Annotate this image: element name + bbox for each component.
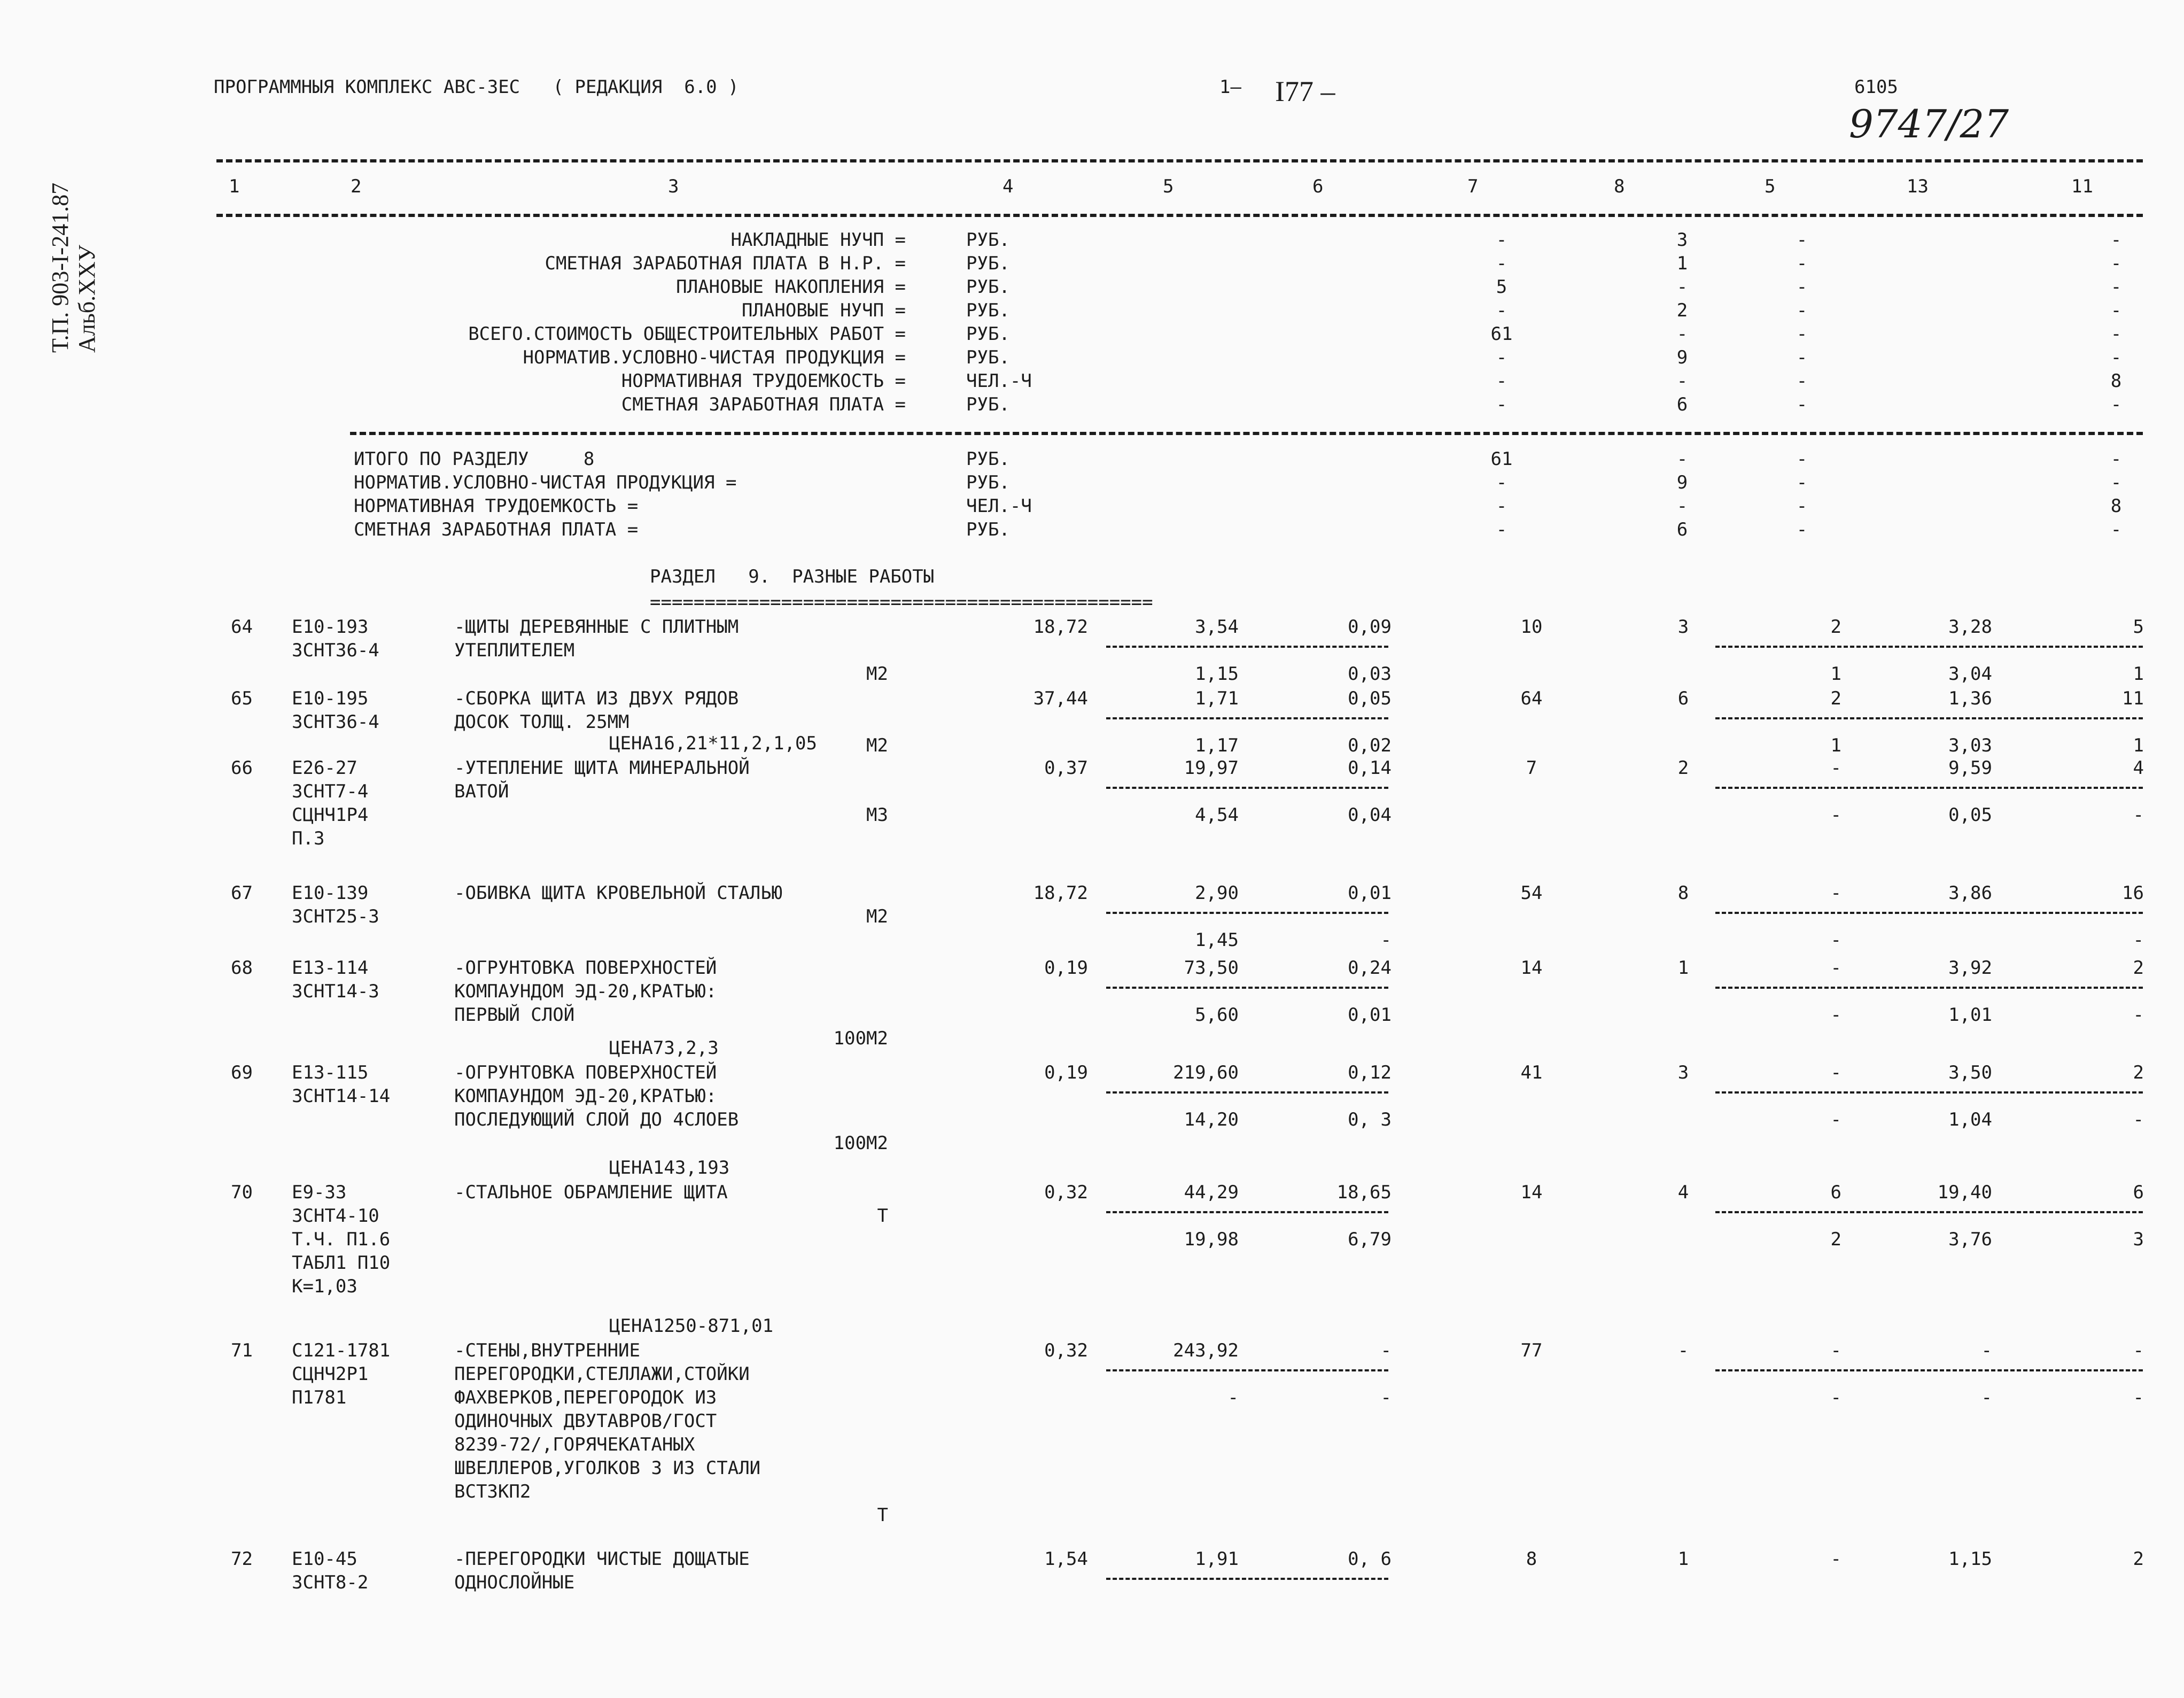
- summary-col8: -: [1676, 370, 1688, 392]
- col-header-11: 11: [2071, 176, 2093, 197]
- item-col10-second: 3,03: [1948, 735, 1992, 756]
- total-col8: -: [1676, 448, 1688, 470]
- summary-col11: -: [2110, 394, 2122, 415]
- item-code: Е9-33: [292, 1182, 347, 1203]
- item-unit: М2: [866, 663, 888, 685]
- item-description: -ПЕРЕГОРОДКИ ЧИСТЫЕ ДОЩАТЫЕ: [454, 1548, 750, 1570]
- price-formula: ЦЕНА73,2,3: [609, 1037, 719, 1059]
- item-col10: 3,28: [1948, 616, 1992, 638]
- col-header-5: 5: [1163, 176, 1174, 197]
- col-header-3: 3: [668, 176, 679, 197]
- total-col8: 6: [1676, 519, 1688, 540]
- item-code: ЗСНТ36-4: [292, 711, 379, 733]
- summary-unit: РУБ.: [966, 276, 1010, 298]
- item-col8: 6: [1677, 688, 1689, 709]
- item-unit: 100М2: [833, 1133, 888, 1154]
- section-title: РАЗДЕЛ 9. РАЗНЫЕ РАБОТЫ: [650, 566, 935, 587]
- item-quantity: 0,19: [1044, 1062, 1088, 1083]
- item-col9: 6: [1830, 1182, 1841, 1203]
- item-quantity: 0,19: [1044, 957, 1088, 979]
- item-col9-second: -: [1830, 1387, 1841, 1408]
- item-description: ШВЕЛЛЕРОВ,УГОЛКОВ 3 ИЗ СТАЛИ: [454, 1457, 761, 1479]
- total-unit: ЧЕЛ.-Ч: [966, 495, 1032, 517]
- item-unit: М2: [866, 906, 888, 927]
- item-code: П.3: [292, 828, 325, 849]
- item-description: -ОБИВКА ЩИТА КРОВЕЛЬНОЙ СТАЛЬЮ: [454, 882, 783, 904]
- summary-separator: [350, 432, 2143, 435]
- item-unit: Т: [877, 1505, 888, 1526]
- summary-unit: РУБ.: [966, 229, 1010, 251]
- item-col9-second: 1: [1830, 663, 1841, 685]
- item-rule-right: [1715, 987, 2143, 989]
- item-code: ЗСНТ36-4: [292, 640, 379, 661]
- item-col8: 3: [1677, 1062, 1689, 1083]
- summary-col11: -: [2110, 347, 2122, 368]
- item-col5: 73,50: [1184, 957, 1239, 979]
- item-col6: 0,12: [1348, 1062, 1392, 1083]
- item-col10-second: 3,76: [1948, 1229, 1992, 1250]
- item-code: Е26-27: [292, 757, 357, 779]
- item-col7: 14: [1520, 1182, 1543, 1203]
- item-rule-right: [1715, 646, 2143, 648]
- item-rule-right: [1715, 787, 2143, 789]
- item-col6: 0,24: [1348, 957, 1392, 979]
- item-col10-second: -: [1981, 1387, 1992, 1408]
- item-col9-second: 2: [1830, 1229, 1841, 1250]
- item-col11-second: 1: [2133, 663, 2144, 685]
- col-header-2: 2: [351, 176, 362, 197]
- item-number: 69: [231, 1062, 253, 1083]
- item-col5: 2,90: [1195, 882, 1239, 904]
- item-col6-second: -: [1380, 1387, 1392, 1408]
- item-col11: 5: [2133, 616, 2144, 638]
- total-unit: РУБ.: [966, 472, 1010, 493]
- item-col11-second: -: [2133, 1387, 2144, 1408]
- item-col10-second: 1,04: [1948, 1109, 1992, 1130]
- item-description: ОДНОСЛОЙНЫЕ: [454, 1572, 575, 1593]
- item-col6: 0,14: [1348, 757, 1392, 779]
- item-rule-right: [1715, 912, 2143, 914]
- item-col11: 2: [2133, 1062, 2144, 1083]
- summary-col7: -: [1496, 253, 1507, 274]
- item-number: 66: [231, 757, 253, 779]
- summary-col7: -: [1496, 300, 1507, 321]
- item-col8: 8: [1677, 882, 1689, 904]
- item-col5-second: 1,17: [1195, 735, 1239, 756]
- item-description: ПОСЛЕДУЮЩИЙ СЛОЙ ДО 4СЛОЕВ: [454, 1109, 739, 1130]
- summary-unit: РУБ.: [966, 300, 1010, 321]
- summary-label: СМЕТНАЯ ЗАРАБОТНАЯ ПЛАТА =: [621, 394, 906, 415]
- item-col6: 0,09: [1348, 616, 1392, 638]
- total-col7: 61: [1490, 448, 1513, 470]
- total-col9: -: [1796, 472, 1808, 493]
- item-code: Е10-45: [292, 1548, 357, 1570]
- summary-label: НАКЛАДНЫЕ НУЧП =: [730, 229, 906, 251]
- item-col6: 0,01: [1348, 882, 1392, 904]
- col-header-8: 8: [1614, 176, 1625, 197]
- code-top: 6105: [1854, 76, 1898, 98]
- total-col7: -: [1496, 519, 1507, 540]
- total-label: НОРМАТИВНАЯ ТРУДОЕМКОСТЬ =: [354, 495, 639, 517]
- item-col5: 19,97: [1184, 757, 1239, 779]
- item-quantity: 18,72: [1033, 882, 1088, 904]
- summary-unit: РУБ.: [966, 394, 1010, 415]
- total-unit: РУБ.: [966, 448, 1010, 470]
- item-rule-right: [1715, 1369, 2143, 1371]
- item-number: 65: [231, 688, 253, 709]
- total-label: СМЕТНАЯ ЗАРАБОТНАЯ ПЛАТА =: [354, 519, 639, 540]
- item-code: Е10-193: [292, 616, 369, 638]
- summary-col9: -: [1796, 370, 1808, 392]
- item-col6-second: 6,79: [1348, 1229, 1392, 1250]
- summary-col11: -: [2110, 229, 2122, 251]
- item-col5: 243,92: [1173, 1340, 1239, 1361]
- total-col9: -: [1796, 519, 1808, 540]
- page-number: I77 –: [1275, 75, 1335, 107]
- summary-label: ПЛАНОВЫЕ НАКОПЛЕНИЯ =: [676, 276, 906, 298]
- summary-col8: -: [1676, 323, 1688, 345]
- item-col9: 2: [1830, 616, 1841, 638]
- item-code: СЦНЧ2Р1: [292, 1363, 369, 1385]
- summary-col7: 61: [1490, 323, 1513, 345]
- item-col10: 3,86: [1948, 882, 1992, 904]
- summary-label: СМЕТНАЯ ЗАРАБОТНАЯ ПЛАТА В Н.Р. =: [545, 253, 906, 274]
- item-col10-second: 1,01: [1948, 1004, 1992, 1026]
- item-unit: М2: [866, 735, 888, 756]
- item-code: ЗСНТ25-3: [292, 906, 379, 927]
- item-col7: 7: [1526, 757, 1537, 779]
- total-col8: -: [1676, 495, 1688, 517]
- item-col8: 3: [1677, 616, 1689, 638]
- item-col8: 1: [1677, 957, 1689, 979]
- summary-col11: -: [2110, 300, 2122, 321]
- item-col6: 18,65: [1336, 1182, 1392, 1203]
- item-col5: 1,91: [1195, 1548, 1239, 1570]
- item-col10: 1,36: [1948, 688, 1992, 709]
- total-label: ИТОГО ПО РАЗДЕЛУ 8: [354, 448, 595, 470]
- item-col7: 54: [1520, 882, 1543, 904]
- item-description: КОМПАУНДОМ ЭД-20,КРАТЬЮ:: [454, 981, 717, 1002]
- item-col7: 10: [1520, 616, 1543, 638]
- item-col5-second: 4,54: [1195, 804, 1239, 826]
- item-code: ТАБЛ1 П10: [292, 1252, 391, 1274]
- item-col6: -: [1380, 1340, 1392, 1361]
- summary-col8: 1: [1676, 253, 1688, 274]
- item-col5-second: -: [1227, 1387, 1239, 1408]
- item-description: -УТЕПЛЕНИЕ ЩИТА МИНЕРАЛЬНОЙ: [454, 757, 750, 779]
- total-col8: 9: [1676, 472, 1688, 493]
- item-col6: 0, 6: [1348, 1548, 1392, 1570]
- summary-col9: -: [1796, 229, 1808, 251]
- total-label: НОРМАТИВ.УСЛОВНО-ЧИСТАЯ ПРОДУКЦИЯ =: [354, 472, 737, 493]
- program-header: ПРОГРАММНЫЯ КОМПЛЕКС АВС-ЗЕС ( РЕДАКЦИЯ 6.0 ): [214, 76, 739, 98]
- item-col11: 4: [2133, 757, 2144, 779]
- item-code: К=1,03: [292, 1276, 357, 1297]
- item-col5-second: 1,15: [1195, 663, 1239, 685]
- summary-label: ПЛАНОВЫЕ НУЧП =: [741, 300, 906, 321]
- summary-col8: 6: [1676, 394, 1688, 415]
- item-col10: 1,15: [1948, 1548, 1992, 1570]
- col-header-6: 6: [1312, 176, 1324, 197]
- item-description: КОМПАУНДОМ ЭД-20,КРАТЬЮ:: [454, 1086, 717, 1107]
- margin-line-2: Альб.XXУ: [74, 245, 100, 353]
- summary-label: НОРМАТИВ.УСЛОВНО-ЧИСТАЯ ПРОДУКЦИЯ =: [523, 347, 906, 368]
- total-col11: -: [2110, 519, 2122, 540]
- summary-col11: -: [2110, 276, 2122, 298]
- item-description: ДОСОК ТОЛЩ. 25ММ: [454, 711, 629, 733]
- item-col8: -: [1677, 1340, 1689, 1361]
- item-quantity: 18,72: [1033, 616, 1088, 638]
- item-col7: 77: [1520, 1340, 1543, 1361]
- item-col11: 16: [2122, 882, 2144, 904]
- summary-col8: -: [1676, 276, 1688, 298]
- table-top-rule: [216, 159, 2143, 162]
- section-underline: ==============================================: [650, 592, 1153, 613]
- item-col11-second: -: [2133, 929, 2144, 951]
- summary-col11: 8: [2110, 370, 2122, 392]
- item-number: 68: [231, 957, 253, 979]
- page-prefix: 1–: [1219, 76, 1241, 98]
- item-code: Е10-139: [292, 882, 369, 904]
- item-description: -СТЕНЫ,ВНУТРЕННИЕ: [454, 1340, 640, 1361]
- item-col9: -: [1830, 957, 1841, 979]
- item-rule-left: [1106, 717, 1388, 719]
- col-header-9: 5: [1765, 176, 1776, 197]
- item-rule-left: [1106, 1578, 1388, 1580]
- price-formula: ЦЕНА143,193: [609, 1157, 730, 1178]
- item-col10-second: 0,05: [1948, 804, 1992, 826]
- summary-col11: -: [2110, 253, 2122, 274]
- item-col11-second: -: [2133, 1109, 2144, 1130]
- item-code: Т.Ч. П1.6: [292, 1229, 391, 1250]
- item-col11: 2: [2133, 957, 2144, 979]
- item-rule-left: [1106, 646, 1388, 648]
- item-quantity: 37,44: [1033, 688, 1088, 709]
- item-quantity: 1,54: [1044, 1548, 1088, 1570]
- item-code: ЗСНТ4-10: [292, 1205, 379, 1227]
- item-description: -СБОРКА ЩИТА ИЗ ДВУХ РЯДОВ: [454, 688, 739, 709]
- item-description: ФАХВЕРКОВ,ПЕРЕГОРОДОК ИЗ: [454, 1387, 717, 1408]
- item-col6-second: 0,02: [1348, 735, 1392, 756]
- item-col6-second: 0,01: [1348, 1004, 1392, 1026]
- total-col7: -: [1496, 472, 1507, 493]
- item-col5-second: 5,60: [1195, 1004, 1239, 1026]
- item-col5-second: 14,20: [1184, 1109, 1239, 1130]
- item-col9: -: [1830, 1062, 1841, 1083]
- summary-col9: -: [1796, 253, 1808, 274]
- summary-col7: -: [1496, 394, 1507, 415]
- item-rule-left: [1106, 1211, 1388, 1213]
- item-rule-left: [1106, 1091, 1388, 1094]
- item-col11-second: 1: [2133, 735, 2144, 756]
- margin-annotation: [47, 183, 100, 353]
- summary-col9: -: [1796, 347, 1808, 368]
- item-col9: 2: [1830, 688, 1841, 709]
- summary-unit: ЧЕЛ.-Ч: [966, 370, 1032, 392]
- total-unit: РУБ.: [966, 519, 1010, 540]
- item-description: -СТАЛЬНОЕ ОБРАМЛЕНИЕ ЩИТА: [454, 1182, 728, 1203]
- item-quantity: 0,32: [1044, 1340, 1088, 1361]
- item-code: Е13-114: [292, 957, 369, 979]
- col-header-4: 4: [1002, 176, 1014, 197]
- item-col6-second: 0,03: [1348, 663, 1392, 685]
- item-col11: 2: [2133, 1548, 2144, 1570]
- summary-unit: РУБ.: [966, 347, 1010, 368]
- item-col5-second: 1,45: [1195, 929, 1239, 951]
- item-col11-second: 3: [2133, 1229, 2144, 1250]
- summary-col7: -: [1496, 370, 1507, 392]
- summary-col8: 3: [1676, 229, 1688, 251]
- item-unit: М3: [866, 804, 888, 826]
- item-col5: 1,71: [1195, 688, 1239, 709]
- item-col10-second: 3,04: [1948, 663, 1992, 685]
- item-description: УТЕПЛИТЕЛЕМ: [454, 640, 575, 661]
- col-header-7: 7: [1467, 176, 1479, 197]
- item-col5: 44,29: [1184, 1182, 1239, 1203]
- item-code: Е10-195: [292, 688, 369, 709]
- item-col5-second: 19,98: [1184, 1229, 1239, 1250]
- item-col8: 4: [1677, 1182, 1689, 1203]
- summary-unit: РУБ.: [966, 253, 1010, 274]
- item-col10: 3,92: [1948, 957, 1992, 979]
- item-code: ЗСНТ14-3: [292, 981, 379, 1002]
- item-col6-second: 0, 3: [1348, 1109, 1392, 1130]
- item-col9: -: [1830, 757, 1841, 779]
- item-number: 64: [231, 616, 253, 638]
- header-bottom-rule: [216, 214, 2143, 217]
- summary-col11: -: [2110, 323, 2122, 345]
- summary-unit: РУБ.: [966, 323, 1010, 345]
- item-code: ЗСНТ7-4: [292, 781, 369, 802]
- item-code: С121-1781: [292, 1340, 391, 1361]
- item-number: 70: [231, 1182, 253, 1203]
- item-rule-right: [1715, 717, 2143, 719]
- summary-label: ВСЕГО.СТОИМОСТЬ ОБЩЕСТРОИТЕЛЬНЫХ РАБОТ =: [468, 323, 906, 345]
- total-col9: -: [1796, 448, 1808, 470]
- item-code: Е13-115: [292, 1062, 369, 1083]
- item-col10: 3,50: [1948, 1062, 1992, 1083]
- item-col11-second: -: [2133, 1004, 2144, 1026]
- item-code: ЗСНТ14-14: [292, 1086, 391, 1107]
- item-unit: 100М2: [833, 1028, 888, 1049]
- item-quantity: 0,37: [1044, 757, 1088, 779]
- item-col11-second: -: [2133, 804, 2144, 826]
- item-col8: 2: [1677, 757, 1689, 779]
- item-col9-second: -: [1830, 804, 1841, 826]
- item-col10: 9,59: [1948, 757, 1992, 779]
- item-col9: -: [1830, 882, 1841, 904]
- item-col9: -: [1830, 1548, 1841, 1570]
- item-col10: 19,40: [1937, 1182, 1992, 1203]
- summary-col9: -: [1796, 300, 1808, 321]
- item-rule-right: [1715, 1211, 2143, 1213]
- item-description: -ЩИТЫ ДЕРЕВЯННЫЕ С ПЛИТНЫМ: [454, 616, 739, 638]
- item-description: ПЕРВЫЙ СЛОЙ: [454, 1004, 575, 1026]
- item-quantity: 0,32: [1044, 1182, 1088, 1203]
- item-col10: -: [1981, 1340, 1992, 1361]
- item-rule-left: [1106, 912, 1388, 914]
- summary-label: НОРМАТИВНАЯ ТРУДОЕМКОСТЬ =: [621, 370, 906, 392]
- item-col9-second: -: [1830, 929, 1841, 951]
- item-description: ВАТОЙ: [454, 781, 509, 802]
- item-col9-second: -: [1830, 1004, 1841, 1026]
- summary-col8: 9: [1676, 347, 1688, 368]
- item-unit: Т: [877, 1205, 888, 1227]
- summary-col9: -: [1796, 323, 1808, 345]
- item-col7: 64: [1520, 688, 1543, 709]
- total-col7: -: [1496, 495, 1507, 517]
- summary-col7: -: [1496, 229, 1507, 251]
- col-header-1: 1: [229, 176, 240, 197]
- item-col9-second: 1: [1830, 735, 1841, 756]
- item-description: -ОГРУНТОВКА ПОВЕРХНОСТЕЙ: [454, 957, 717, 979]
- item-number: 72: [231, 1548, 253, 1570]
- summary-col9: -: [1796, 394, 1808, 415]
- item-description: ВСТ3КП2: [454, 1481, 531, 1502]
- item-code: ЗСНТ8-2: [292, 1572, 369, 1593]
- item-col11: 6: [2133, 1182, 2144, 1203]
- item-code: П1781: [292, 1387, 347, 1408]
- item-description: -ОГРУНТОВКА ПОВЕРХНОСТЕЙ: [454, 1062, 717, 1083]
- item-col7: 8: [1526, 1548, 1537, 1570]
- item-col9: -: [1830, 1340, 1841, 1361]
- total-col11: -: [2110, 448, 2122, 470]
- total-col9: -: [1796, 495, 1808, 517]
- price-formula: ЦЕНА16,21*11,2,1,05: [609, 733, 817, 754]
- item-col6-second: -: [1380, 929, 1392, 951]
- item-col11: -: [2133, 1340, 2144, 1361]
- item-col7: 41: [1520, 1062, 1543, 1083]
- item-rule-right: [1715, 1091, 2143, 1094]
- item-description: 8239-72/,ГОРЯЧЕКАТАНЫХ: [454, 1434, 695, 1455]
- summary-col9: -: [1796, 276, 1808, 298]
- total-col11: -: [2110, 472, 2122, 493]
- item-col7: 14: [1520, 957, 1543, 979]
- summary-col8: 2: [1676, 300, 1688, 321]
- item-description: ОДИНОЧНЫХ ДВУТАВРОВ/ГОСТ: [454, 1410, 717, 1432]
- code-handwritten: 9747/27: [1849, 102, 2009, 146]
- summary-col7: 5: [1496, 276, 1507, 298]
- item-col5: 3,54: [1195, 616, 1239, 638]
- item-rule-left: [1106, 1369, 1388, 1371]
- item-number: 71: [231, 1340, 253, 1361]
- item-col5: 219,60: [1173, 1062, 1239, 1083]
- summary-col7: -: [1496, 347, 1507, 368]
- price-formula: ЦЕНА1250-871,01: [609, 1315, 774, 1337]
- total-col11: 8: [2110, 495, 2122, 517]
- col-header-10: 13: [1907, 176, 1929, 197]
- item-col6-second: 0,04: [1348, 804, 1392, 826]
- item-description: ПЕРЕГОРОДКИ,СТЕЛЛАЖИ,СТОЙКИ: [454, 1363, 750, 1385]
- item-code: СЦНЧ1Р4: [292, 804, 369, 826]
- item-number: 67: [231, 882, 253, 904]
- item-col9-second: -: [1830, 1109, 1841, 1130]
- item-col8: 1: [1677, 1548, 1689, 1570]
- item-col11: 11: [2122, 688, 2144, 709]
- item-rule-left: [1106, 987, 1388, 989]
- margin-line-1: Т.П. 903-I-241.87: [47, 182, 73, 353]
- item-col6: 0,05: [1348, 688, 1392, 709]
- item-rule-left: [1106, 787, 1388, 789]
